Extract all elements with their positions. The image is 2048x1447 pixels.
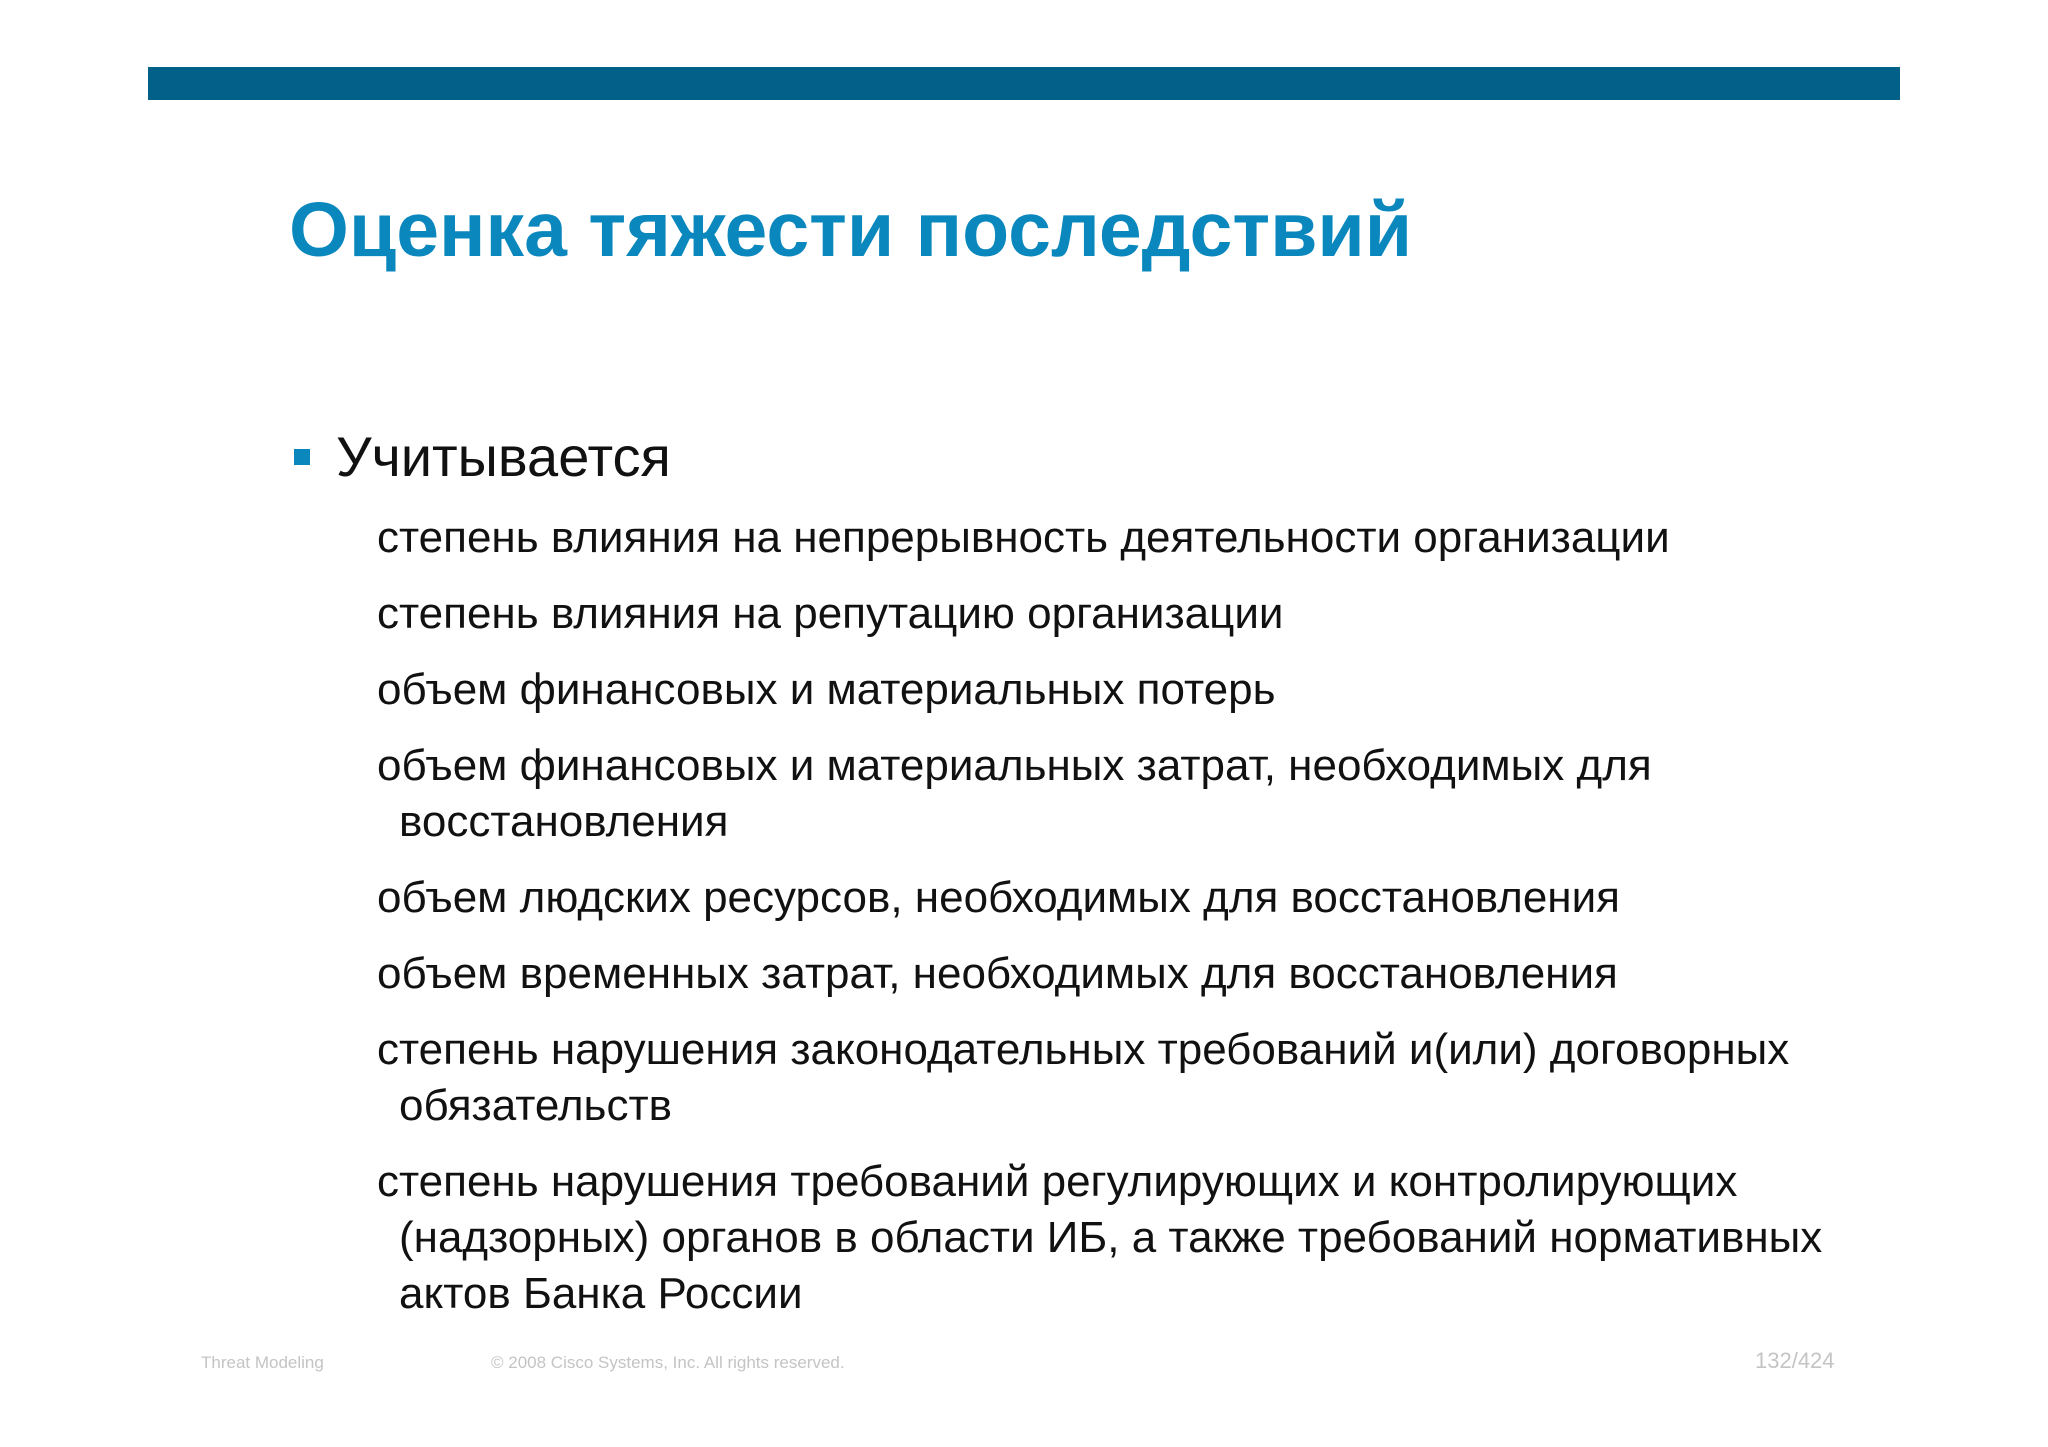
top-accent-bar bbox=[148, 67, 1900, 100]
sub-item-continuity: степень влияния на непрерывность деятельности организации bbox=[377, 513, 1670, 562]
square-bullet-icon bbox=[294, 449, 310, 465]
sub-item-financial-losses: объем финансовых и материальных потерь bbox=[377, 665, 1276, 714]
sub-item-time-costs: объем временных затрат, необходимых для восстановления bbox=[377, 949, 1618, 998]
sub-item-regulatory-requirements: степень нарушения требований регулирующих и контролирующих (надзорных) органов в области ИБ, а также требований нормативных актов Банка России bbox=[377, 1157, 1823, 1318]
main-bullet-text: Учитывается bbox=[336, 425, 671, 488]
sub-item-recovery-costs: объем финансовых и материальных затрат, необходимых для восстановления bbox=[377, 741, 1652, 846]
footer-course-name: Threat Modeling bbox=[201, 1353, 324, 1372]
footer-copyright: © 2008 Cisco Systems, Inc. All rights reserved. bbox=[491, 1353, 845, 1372]
main-bullet bbox=[294, 425, 671, 489]
footer-page-number: 132/424 bbox=[1755, 1348, 1835, 1373]
sub-bullet-list bbox=[377, 510, 1897, 1342]
sub-item-legal-requirements: степень нарушения законодательных требований и(или) договорных обязательств bbox=[377, 1025, 1790, 1130]
sub-item-human-resources: объем людских ресурсов, необходимых для восстановления bbox=[377, 873, 1620, 922]
sub-item-reputation: степень влияния на репутацию организации bbox=[377, 589, 1284, 638]
slide-title: Оценка тяжести последствий bbox=[289, 187, 1413, 273]
